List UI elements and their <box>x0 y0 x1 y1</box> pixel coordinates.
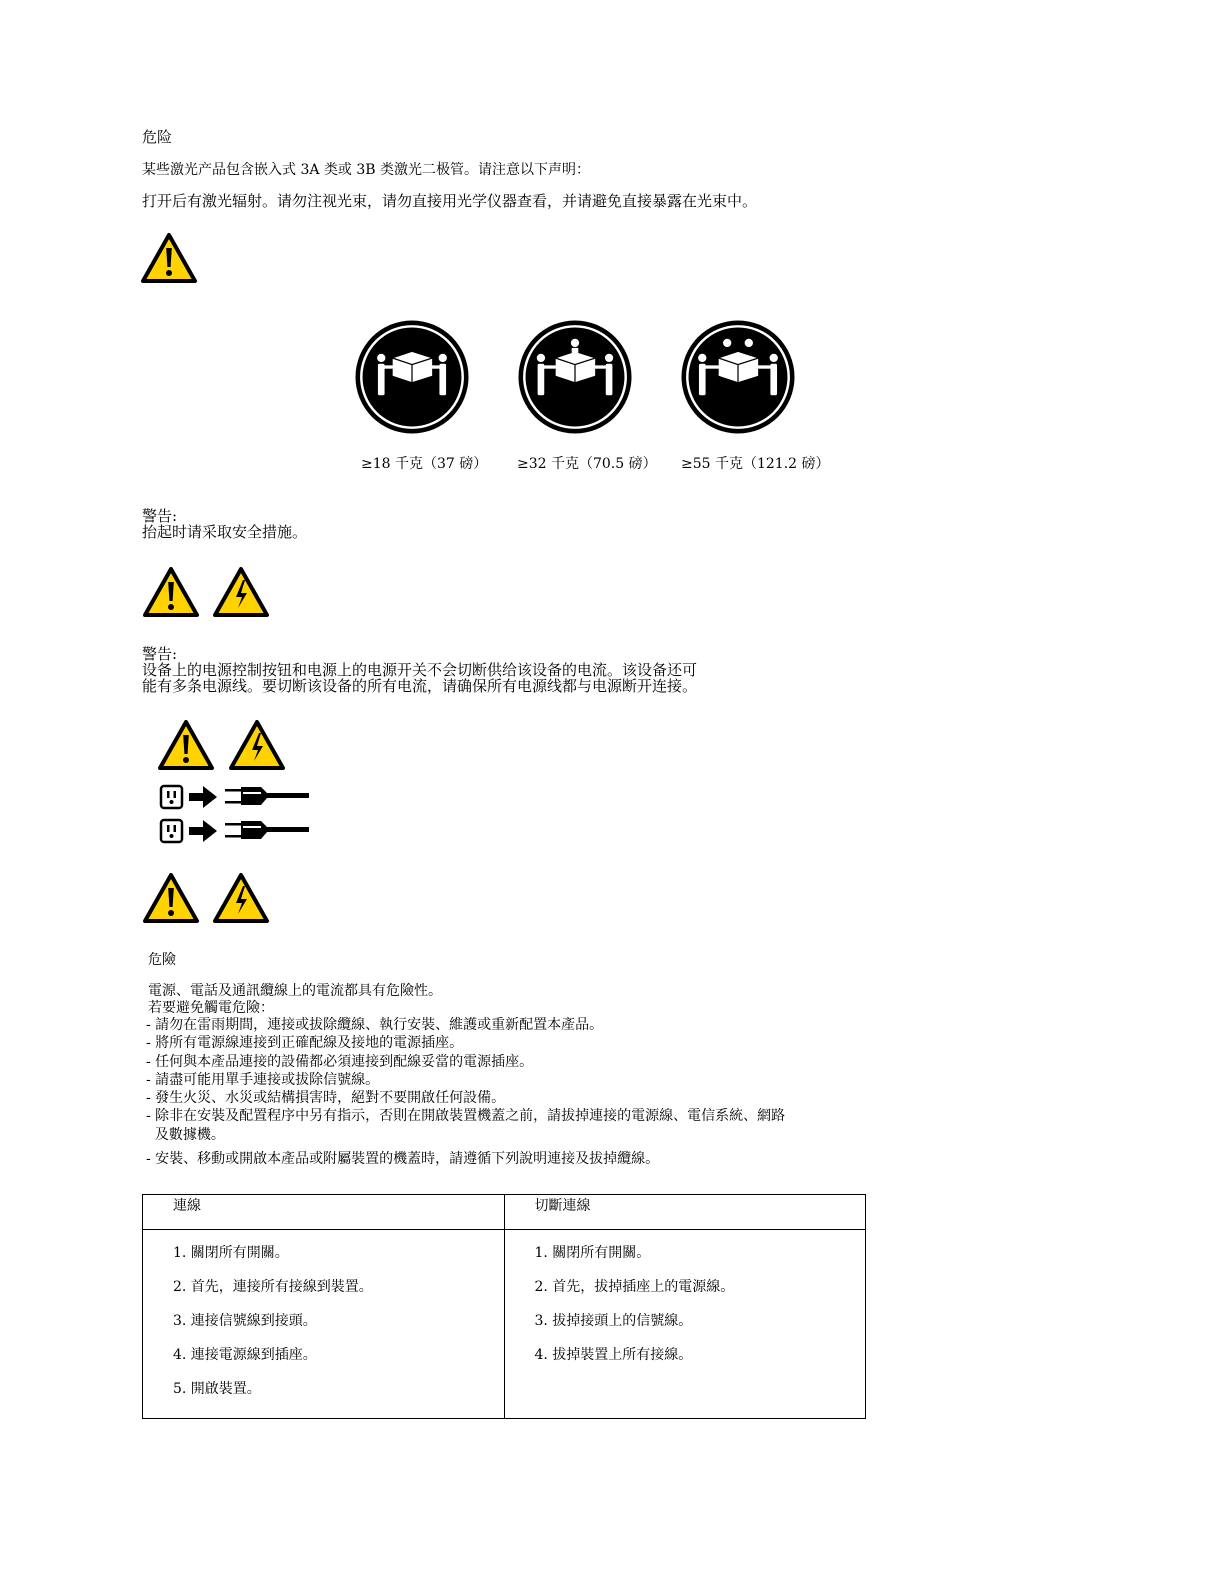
danger-tw-intro2: 若要避免觸電危險： <box>148 1000 274 1016</box>
danger-tw-heading: 危險 <box>148 952 176 968</box>
lift-two-persons-icon <box>353 318 471 436</box>
list-item: - 除非在安裝及配置程序中另有指示，否則在開啟裝置機蓋之前，請拔掉連接的電源線、電信系統、網路 <box>146 1108 786 1125</box>
warning-triangle-icon <box>140 232 198 284</box>
disconnect-step: 2. 首先，拔掉插座上的電源線。 <box>534 1279 735 1295</box>
connect-step: 5. 開啟裝置。 <box>173 1381 261 1397</box>
lift-weight-label-3: ≥55 千克（121.2 磅） <box>681 456 830 472</box>
connect-step: 3. 連接信號線到接頭。 <box>173 1313 317 1329</box>
disconnect-steps <box>504 1230 866 1419</box>
laser-intro-text: 某些激光产品包含嵌入式 3A 类或 3B 类激光二极管。请注意以下声明： <box>142 162 591 178</box>
caution-power-line2: 能有多条电源线。要切断该设备的所有电流，请确保所有电源线都与电源断开连接。 <box>142 677 698 695</box>
warning-triangle-icon <box>142 872 200 924</box>
connect-steps <box>143 1230 505 1419</box>
list-item: - 請盡可能用單手連接或拔除信號線。 <box>146 1071 380 1088</box>
warning-triangle-icon <box>157 719 215 771</box>
caution-power-line1: 设备上的电源控制按钮和电源上的电源开关不会切断供给该设备的电流。该设备还可 <box>142 661 698 679</box>
connect-column-header: 連線 <box>143 1195 505 1230</box>
warning-triangle-icon <box>142 566 200 618</box>
danger-heading: 危险 <box>142 128 173 146</box>
danger-tw-last-item: - 安裝、移動或開啟本產品或附屬裝置的機蓋時，請遵循下列說明連接及拔掉纜線。 <box>146 1151 660 1167</box>
disconnect-step: 3. 拔掉接頭上的信號線。 <box>534 1313 693 1329</box>
list-item: - 請勿在雷雨期間，連接或拔除纜線、執行安裝、維護或重新配置本產品。 <box>146 1017 604 1033</box>
caution-lift-title: 警告: <box>142 507 178 525</box>
list-item: - 任何與本產品連接的設備都必須連接到配線妥當的電源插座。 <box>146 1053 534 1070</box>
danger-tw-intro1: 電源、電話及通訊纜線上的電流都具有危險性。 <box>148 983 442 999</box>
connect-step: 2. 首先，連接所有接線到裝置。 <box>173 1279 373 1295</box>
list-item: 及數據機。 <box>146 1126 225 1143</box>
connect-disconnect-table <box>142 1194 866 1419</box>
caution-power-title: 警告: <box>142 645 178 663</box>
disconnect-step: 1. 關閉所有開關。 <box>534 1245 651 1261</box>
list-item: - 將所有電源線連接到正確配線及接地的電源插座。 <box>146 1035 464 1052</box>
unplug-icon <box>159 783 311 813</box>
electrical-hazard-icon <box>228 719 286 771</box>
laser-warning-text: 打开后有激光辐射。请勿注视光束，请勿直接用光学仪器查看，并请避免直接暴露在光束中。 <box>142 192 758 210</box>
connect-step: 4. 連接電源線到插座。 <box>173 1347 317 1363</box>
caution-lift-text: 抬起时请采取安全措施。 <box>142 523 308 541</box>
lift-weight-label-1: ≥18 千克（37 磅） <box>361 456 488 472</box>
electrical-hazard-icon <box>212 872 270 924</box>
list-item: - 發生火災、水災或結構損害時，絕對不要開啟任何設備。 <box>146 1090 506 1107</box>
lift-weight-label-2: ≥32 千克（70.5 磅） <box>517 456 657 472</box>
disconnect-step: 4. 拔掉裝置上所有接線。 <box>534 1347 693 1363</box>
danger-tw-list <box>146 1016 785 1144</box>
disconnect-column-header: 切斷連線 <box>504 1195 866 1230</box>
electrical-hazard-icon <box>212 566 270 618</box>
lift-four-persons-icon <box>679 318 797 436</box>
unplug-icon <box>159 817 311 847</box>
lift-three-persons-icon <box>516 318 634 436</box>
connect-step: 1. 關閉所有開關。 <box>173 1245 289 1261</box>
